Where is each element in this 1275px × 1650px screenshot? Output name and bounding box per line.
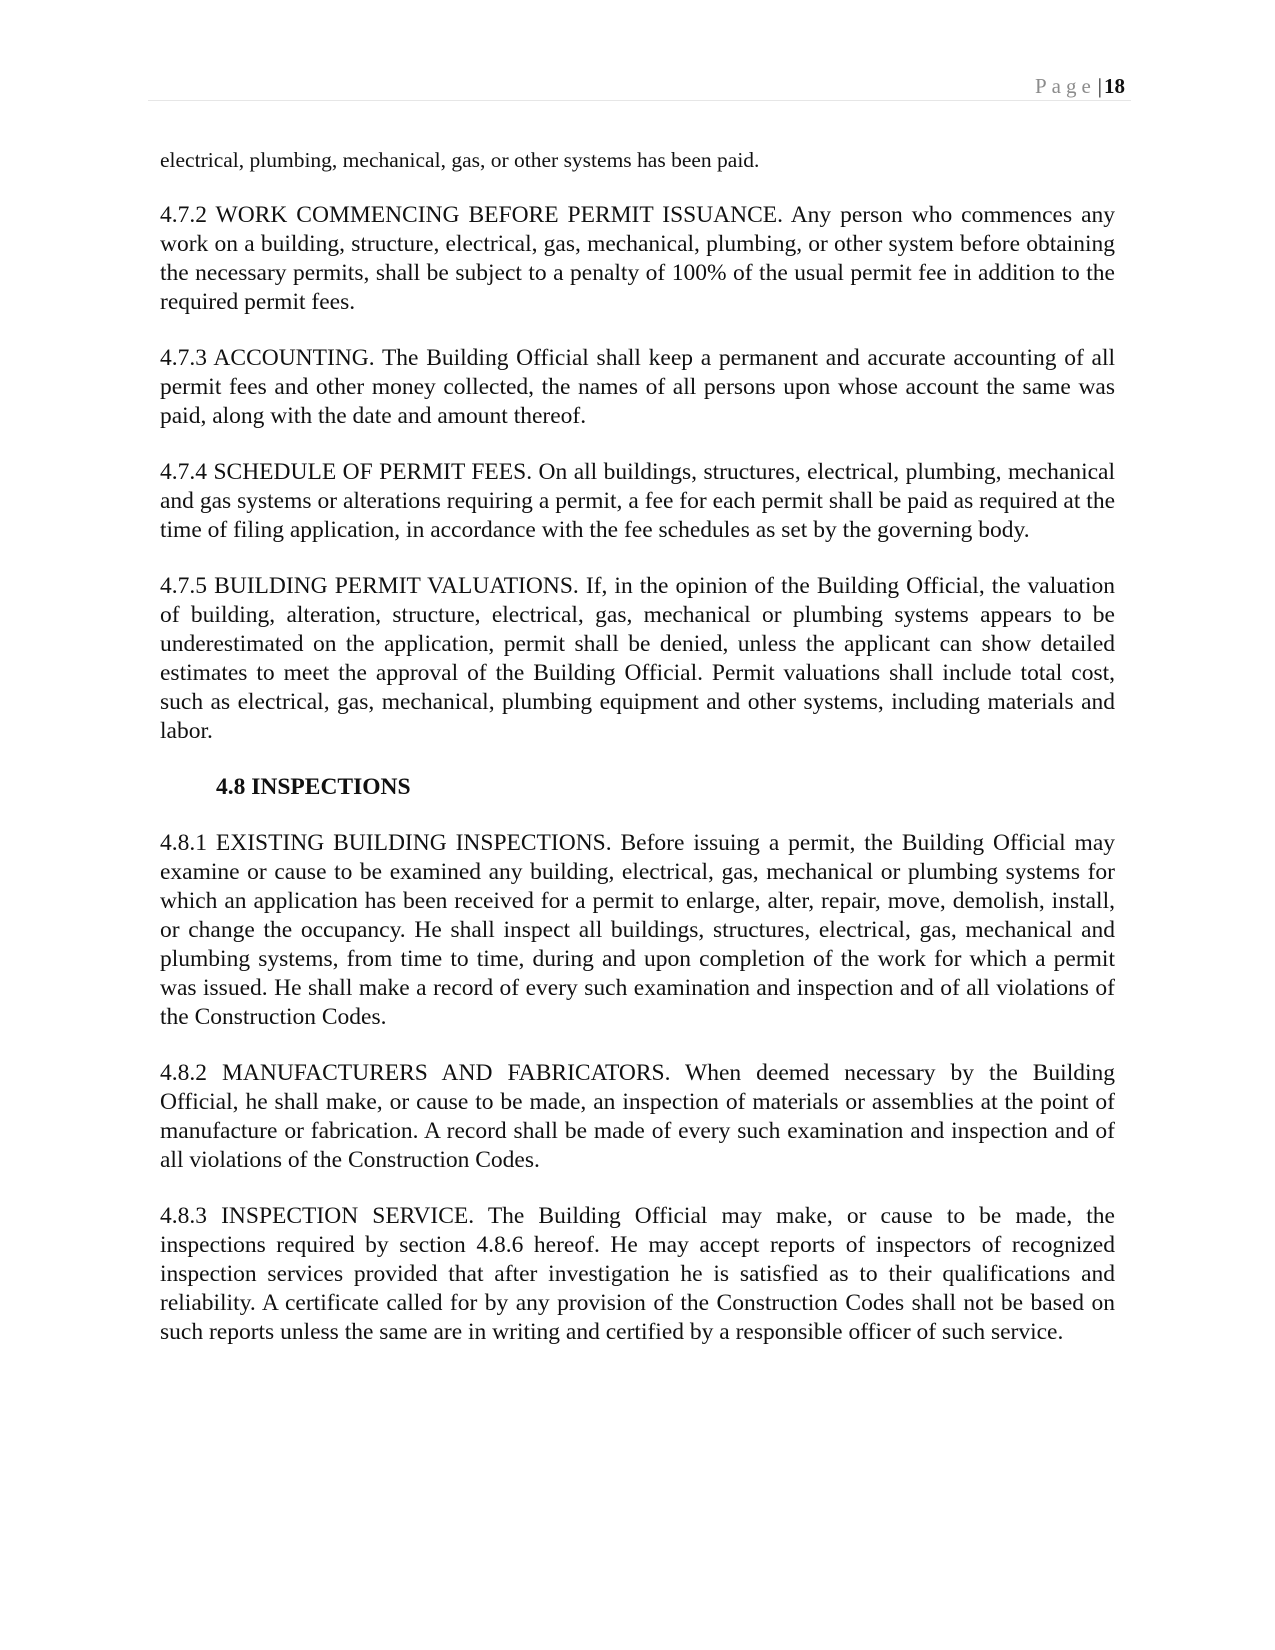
section-4-7-2-paragraph: 4.7.2 WORK COMMENCING BEFORE PERMIT ISSUANCE. Any person who commences any work on a building, structure, electrical, gas, mechanical, plumbing, or other system before obtaining the necessary permits, shall be subject to a penalty of 100% of the usual permit fee in addition to the required permit fees. (160, 202, 1115, 315)
page-separator: | (1097, 74, 1102, 98)
section-4-8-3-paragraph: 4.8.3 INSPECTION SERVICE. The Building Official may make, or cause to be made, the inspections required by section 4.8.6 hereof. He may accept reports of inspectors of recognized inspection services provided that after investigation he is satisfied as to their qualifications and reliability. A certificate called for by any provision of the Construction Codes shall not be based on such reports unless the same are in writing and certified by a responsible officer of such service. (160, 1203, 1115, 1345)
page-header (148, 70, 1131, 101)
continued-paragraph: electrical, plumbing, mechanical, gas, or other systems has been paid. (160, 148, 760, 172)
document-body (160, 146, 1115, 1347)
section-4-8-heading: 4.8 INSPECTIONS (216, 774, 411, 800)
section-4-8-1-paragraph: 4.8.1 EXISTING BUILDING INSPECTIONS. Before issuing a permit, the Building Official may examine or cause to be examined any building, electrical, gas, mechanical or plumbing systems for which an application has been received for a permit to enlarge, alter, repair, move, demolish, install, or change the occupancy. He shall inspect all buildings, structures, electrical, gas, mechanical and plumbing systems, from time to time, during and upon completion of the work for which a permit was issued. He shall make a record of every such examination and inspection and of all violations of the Construction Codes. (160, 830, 1115, 1030)
section-4-7-3-paragraph: 4.7.3 ACCOUNTING. The Building Official shall keep a permanent and accurate accounting of all permit fees and other money collected, the names of all persons upon whose account the same was paid, along with the date and amount thereof. (160, 345, 1115, 429)
section-4-7-5-paragraph: 4.7.5 BUILDING PERMIT VALUATIONS. If, in the opinion of the Building Official, the valuation of building, alteration, structure, electrical, gas, mechanical or plumbing systems appears to be underestimated on the application, permit shall be denied, unless the applicant can show detailed estimates to meet the approval of the Building Official. Permit valuations shall include total cost, such as electrical, gas, mechanical, plumbing equipment and other systems, including materials and labor. (160, 573, 1115, 744)
section-4-8-2-paragraph: 4.8.2 MANUFACTURERS AND FABRICATORS. When deemed necessary by the Building Official, he shall make, or cause to be made, an inspection of materials or assemblies at the point of manufacture or fabrication. A record shall be made of every such examination and inspection and of all violations of the Construction Codes. (160, 1060, 1115, 1173)
section-4-7-4-paragraph: 4.7.4 SCHEDULE OF PERMIT FEES. On all buildings, structures, electrical, plumbing, mechanical and gas systems or alterations requiring a permit, a fee for each permit shall be paid as required at the time of filing application, in accordance with the fee schedules as set by the governing body. (160, 459, 1115, 543)
page-number: 18 (1104, 74, 1125, 98)
page-label: Page (1034, 74, 1096, 98)
page-number-line (1035, 74, 1125, 98)
